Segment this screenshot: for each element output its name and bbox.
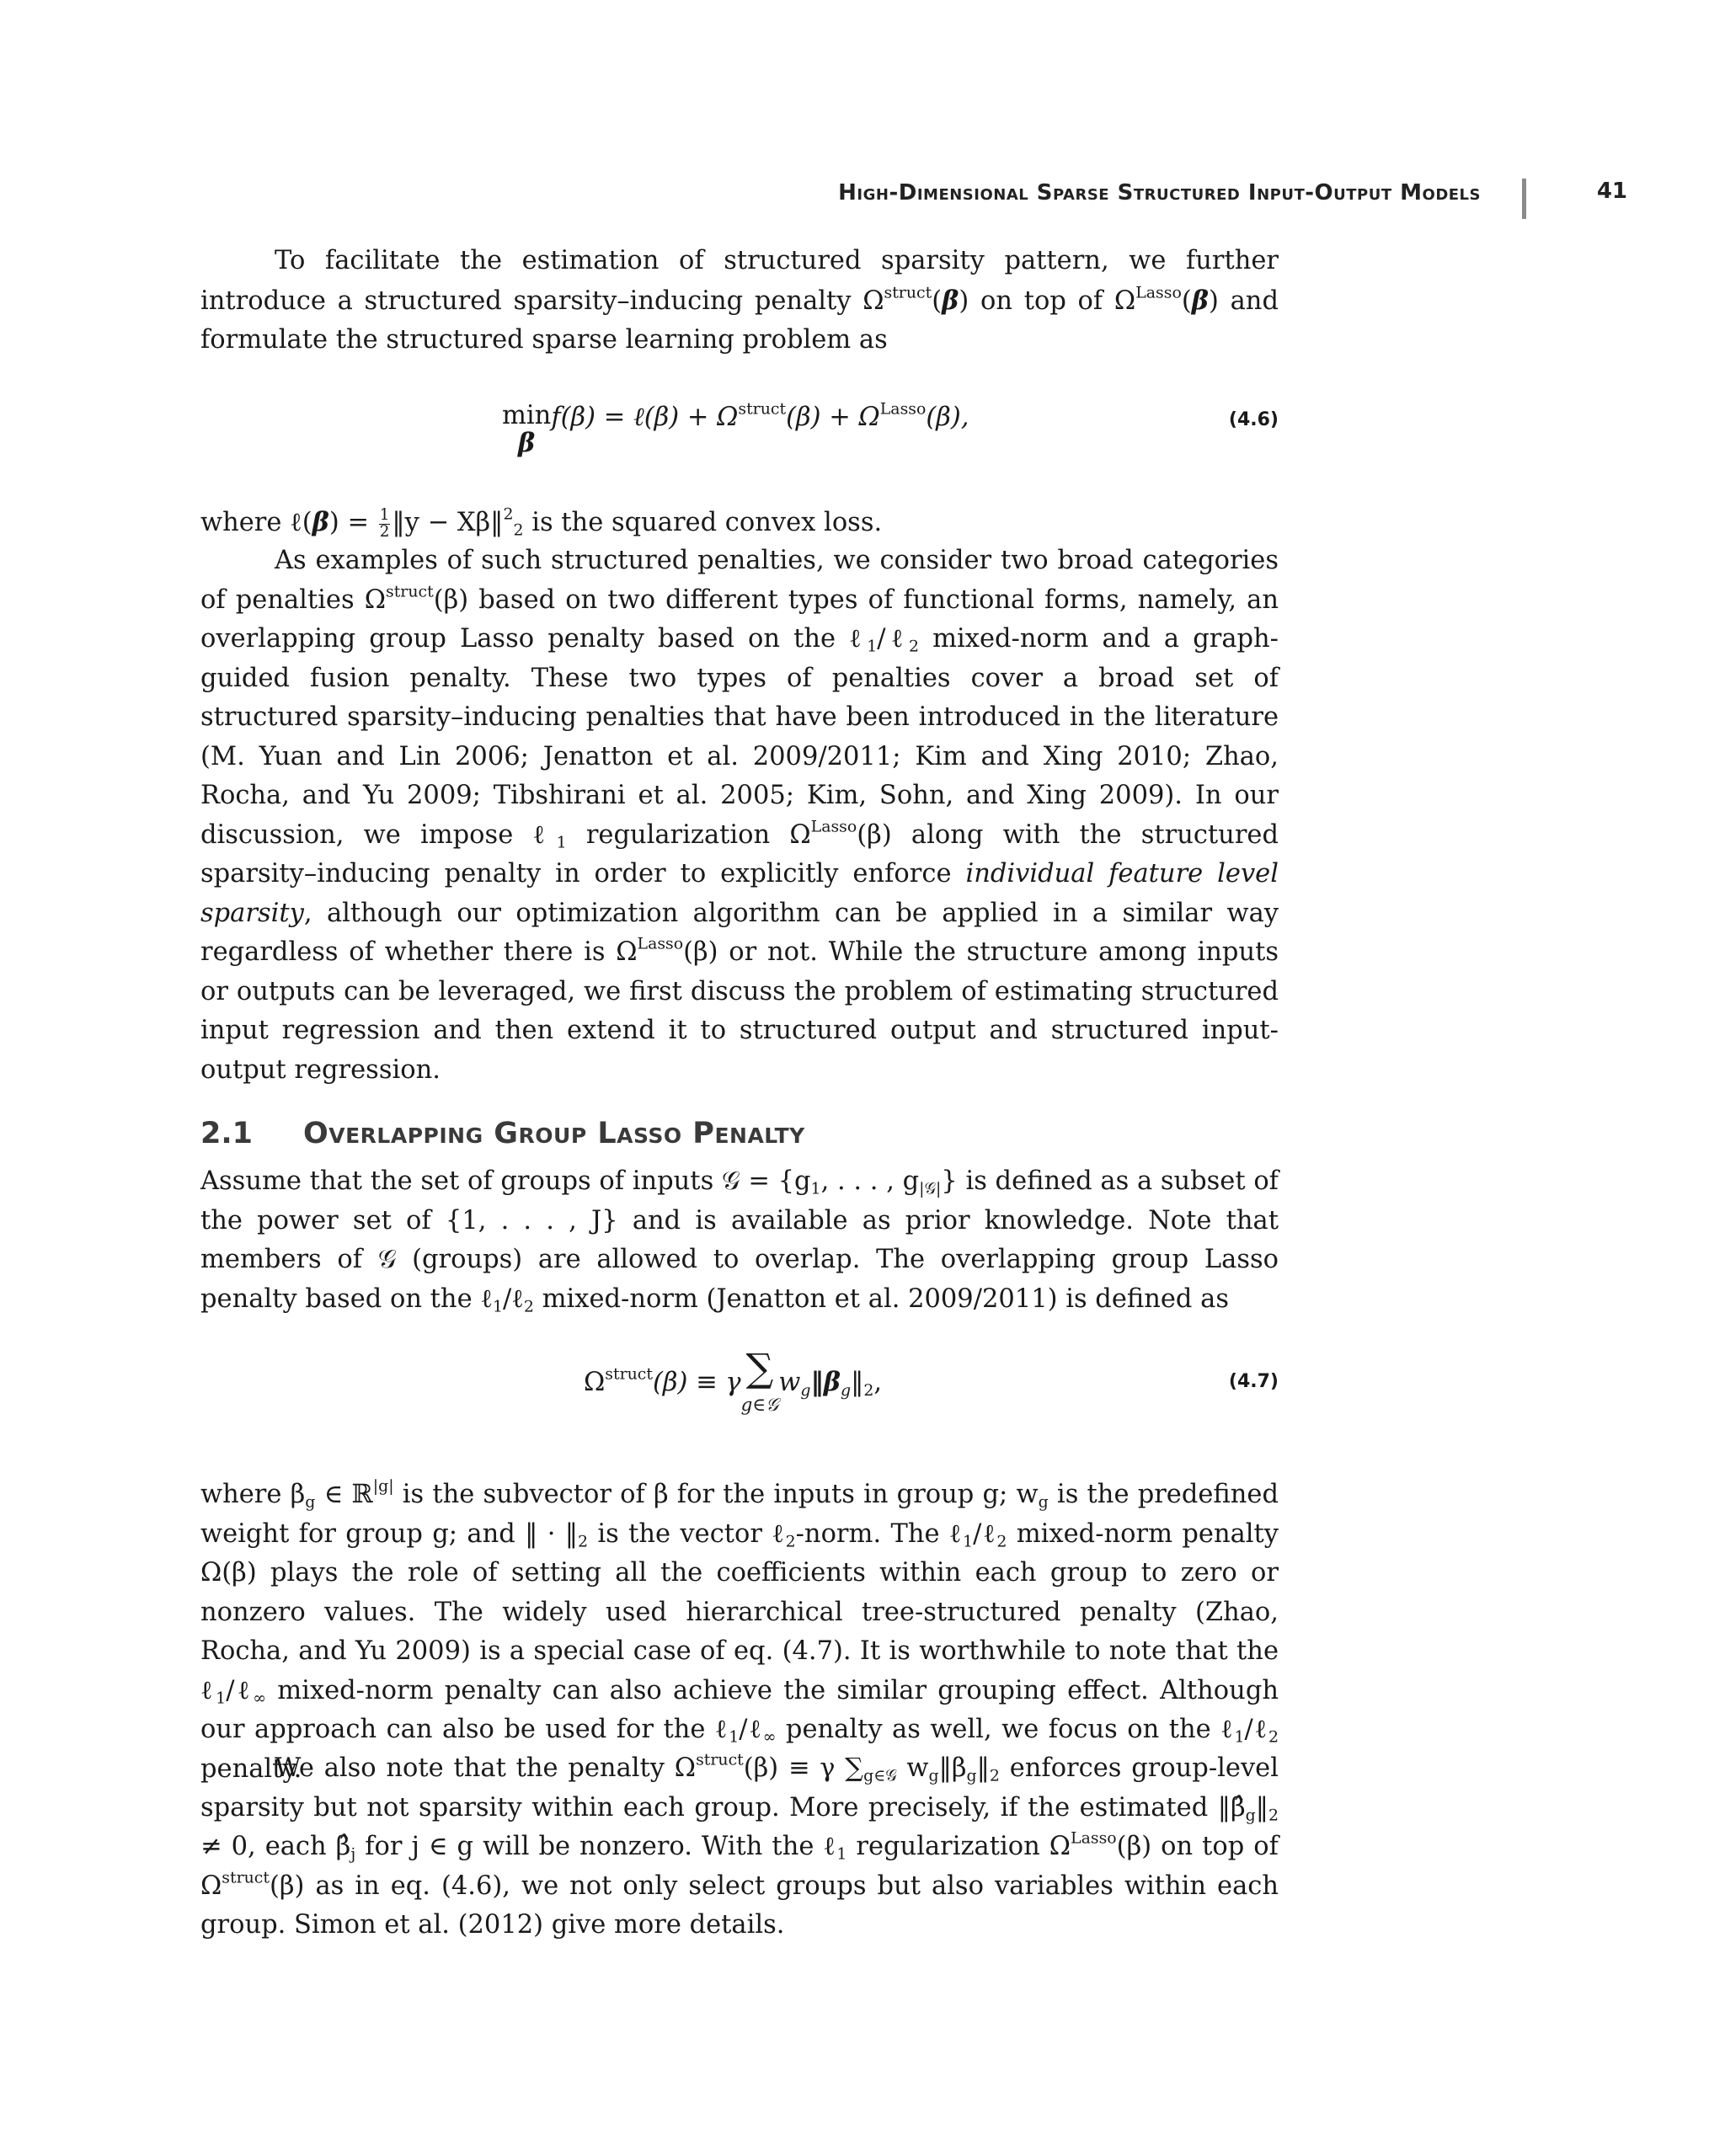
paragraph-text: We also note that the penalty $\Omega^{struct}(\beta) \equiv \gamma$ $\sum_{g\in 𝒢}$ $w_g‖\beta_g‖_2$ enforces group-level sparsity but not sparsity within each group. More precisely, if the estimated $‖\betâ_g‖_2 \ne 0$, each $\betâ_j$ for j ∈ g will be nonzero. With the ℓ$_1$ regularization $\Omega^{Lasso}(\beta)$ on top of $\Omega^{struct}(\beta)$ as in eq. (4.6), we not only select groups but also variables within each group. Simon et al. (2012) give more details. — [200, 1750, 1279, 1940]
page-number: 41 — [1596, 179, 1627, 204]
equation-4-6 — [200, 396, 1279, 463]
paragraph-text: where $\beta_g$ ∈ ℝ$^{|g|}$ is the subvector of β for the inputs in group g; $w_g$ is the predefined weight for group g; and ‖ · $‖_2$ is the vector ℓ$_2$-norm. The ℓ$_1$/ℓ$_2$ mixed-norm penalty Ω(β) plays the role of setting all the coefficients within each group to zero or nonzero values. The widely used hierarchical tree-structured penalty (Zhao, Rocha, and Yu 2009) is a special case of eq. (4.7). It is worthwhile to note that the ℓ$_1$/ℓ$_\infty$ mixed-norm penalty can also achieve the similar grouping effect. Although our approach can also be used for the ℓ$_1$/ℓ$_\infty$ penalty as well, we focus on the ℓ$_1$/ℓ$_2$ penalty. — [200, 1476, 1279, 1784]
paragraph-text: As examples of such structured penalties, we consider two broad categories of penalties $\Omega^{struct}(\beta)$ based on two different types of functional forms, namely, an overlapping group Lasso penalty based on the ℓ$_1$/ℓ$_2$ mixed-norm and a graph-guided fusion penalty. These two types of penalties cover a broad set of structured sparsity–inducing penalties that have been introduced in the literature (M. Yuan and Lin 2006; Jenatton et al. 2009/2011; Kim and Xing 2010; Zhao, Rocha, and Yu 2009; Tibshirani et al. 2005; Kim, Sohn, and Xing 2009). In our discussion, we impose ℓ$_1$ regularization $\Omega^{Lasso}(\beta)$ along with the structured sparsity–inducing penalty in order to explicitly enforce individual feature level sparsity, although our optimization algorithm can be applied in a similar way regardless of whether there is $\Omega^{Lasso}(\beta)$ or not. While the structure among inputs or outputs can be leveraged, we first discuss the problem of estimating structured input regression and then extend it to structured output and structured input-output regression. — [200, 546, 1279, 1085]
equation-4-7 — [200, 1346, 1279, 1442]
min-operator: min β — [502, 401, 552, 459]
page-header — [838, 175, 1651, 222]
paragraph-loss — [200, 503, 1279, 543]
sum-operator: ∑ g∈𝒢 — [740, 1346, 779, 1416]
paragraph-intro — [200, 242, 1279, 360]
equation-number: (4.7) — [1228, 1371, 1279, 1392]
equation-body: min β f(β) = ℓ(β) + $\Omega^{struct}(\beta) + \Omega^{Lasso}(\beta)$, — [502, 399, 969, 459]
section-number: 2.1 — [200, 1117, 254, 1150]
section-heading — [200, 1117, 1279, 1150]
paragraph-text: Assume that the set of groups of inputs 𝒢 = {$g_1$, . . . , $g_{|𝒢|}$} is defined as a subset of the power set of {1, . . . , J} and is available as prior knowledge. Note that members of 𝒢 (groups) are allowed to overlap. The overlapping group Lasso penalty based on the ℓ$_1$/ℓ$_2$ mixed-norm (Jenatton et al. 2009/2011) is defined as — [200, 1166, 1279, 1316]
header-rule — [1522, 179, 1526, 219]
section-title: Overlapping Group Lasso Penalty — [303, 1117, 805, 1150]
equation-number: (4.6) — [1228, 409, 1279, 430]
paragraph-text: To facilitate the estimation of structured sparsity pattern, we further introduce a structured sparsity–inducing penalty $\Omega^{struct}(\beta)$ on top of $\Omega^{Lasso}(\beta)$ and formulate the structured sparse learning problem as — [200, 246, 1279, 355]
fraction: $\frac{1}{2}$ — [379, 506, 390, 541]
equation-body: $\Omega^{struct}(\beta) \equiv \gamma$ ∑ g∈𝒢 $w_g‖\beta_g‖_2$, — [584, 1349, 882, 1418]
paragraph-text: where ℓ(β) = $\frac{1}{2}$ ‖y − Xβ‖$^2_2$ is the squared convex loss. — [200, 504, 883, 541]
paragraph-group-sparsity — [200, 1749, 1279, 1945]
paragraph-examples — [200, 542, 1279, 1090]
paragraph-subvector — [200, 1476, 1279, 1789]
running-head: High-Dimensional Sparse Structured Input-Output Models — [838, 180, 1481, 205]
paragraph-groups — [200, 1162, 1279, 1319]
